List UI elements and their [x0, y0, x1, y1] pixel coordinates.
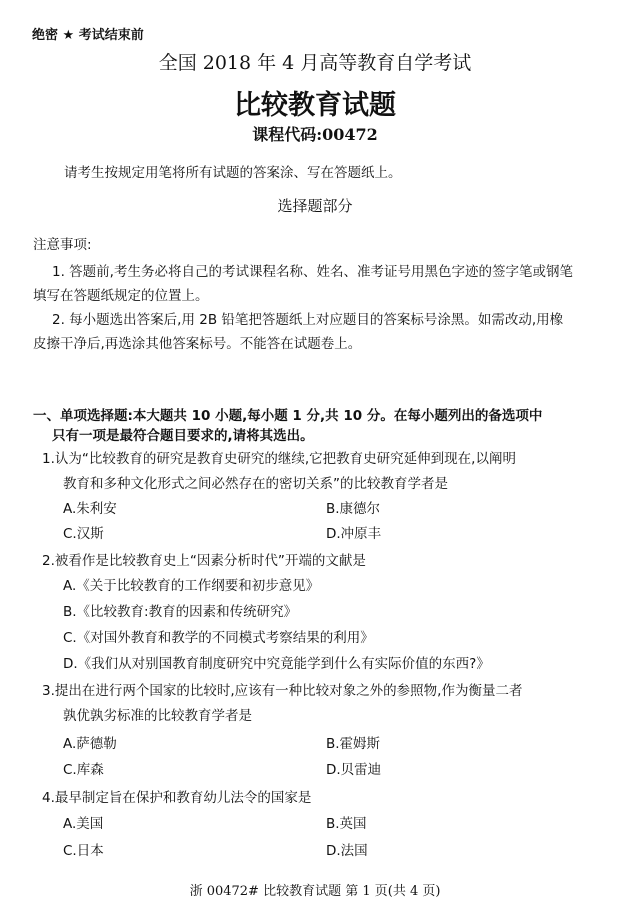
- page-footer: 浙 00472# 比较教育试题 第 1 页(共 4 页): [189, 884, 441, 899]
- exam-title: 全国 2018 年 4 月高等教育自学考试: [158, 52, 472, 74]
- notice-item-2-line-1: 2. 每小题选出答案后,用 2B 铅笔把答题纸上对应题目的答案标号涂黑。如需改动,用橡: [52, 312, 564, 328]
- question-3-option-d: D.贝雷迪: [326, 762, 382, 778]
- question-1-line-1: 1.认为“比较教育的研究是教育史研究的继续,它把教育史研究延伸到现在,以阐明: [42, 451, 516, 467]
- section-title: 选择题部分: [277, 197, 353, 215]
- question-4-option-c: C.日本: [63, 843, 104, 859]
- question-4-option-b: B.英国: [326, 816, 367, 832]
- question-3-line-1: 3.提出在进行两个国家的比较时,应该有一种比较对象之外的参照物,作为衡量二者: [42, 683, 523, 699]
- question-1-option-a: A.朱利安: [63, 501, 117, 517]
- question-1-option-d: D.冲原丰: [326, 526, 382, 542]
- part1-heading-line-1: 一、单项选择题:本大题共 10 小题,每小题 1 分,共 10 分。在每小题列出的备选项中: [33, 408, 543, 424]
- question-2-option-c: C.《对国外教育和教学的不同模式考察结果的利用》: [63, 630, 374, 646]
- question-4-option-d: D.法国: [326, 843, 368, 859]
- notice-item-1-line-2: 填写在答题纸规定的位置上。: [33, 288, 209, 304]
- question-2-option-d: D.《我们从对别国教育制度研究中究竟能学到什么有实际价值的东西?》: [63, 656, 490, 672]
- question-3-option-c: C.库森: [63, 762, 104, 778]
- subject-title: 比较教育试题: [234, 90, 396, 121]
- confidential-label: 绝密 ★ 考试结束前: [32, 28, 144, 43]
- question-2-option-a: A.《关于比较教育的工作纲要和初步意见》: [63, 578, 320, 594]
- question-3-option-a: A.萨德勒: [63, 736, 117, 752]
- question-2-option-b: B.《比较教育:教育的因素和传统研究》: [63, 604, 298, 620]
- course-code: 课程代码:00472: [252, 125, 378, 144]
- notice-heading: 注意事项:: [33, 237, 92, 253]
- intro-instruction: 请考生按规定用笔将所有试题的答案涂、写在答题纸上。: [64, 165, 402, 181]
- question-3-option-b: B.霍姆斯: [326, 736, 381, 752]
- notice-item-1-line-1: 1. 答题前,考生务必将自己的考试课程名称、姓名、准考证号用黑色字迹的签字笔或钢笔: [52, 264, 573, 280]
- question-1-option-b: B.康德尔: [326, 501, 381, 517]
- question-3-line-2: 孰优孰劣标准的比较教育学者是: [63, 708, 252, 724]
- question-1-option-c: C.汉斯: [63, 526, 104, 542]
- part1-heading-line-2: 只有一项是最符合题目要求的,请将其选出。: [52, 428, 314, 444]
- question-2-line-1: 2.被看作是比较教育史上“因素分析时代”开端的文献是: [42, 553, 366, 569]
- question-4-line-1: 4.最早制定旨在保护和教育幼儿法令的国家是: [42, 790, 312, 806]
- question-4-option-a: A.美国: [63, 816, 104, 832]
- notice-item-2-line-2: 皮擦干净后,再选涂其他答案标号。不能答在试题卷上。: [33, 336, 362, 352]
- question-1-line-2: 教育和多种文化形式之间必然存在的密切关系”的比较教育学者是: [63, 476, 448, 492]
